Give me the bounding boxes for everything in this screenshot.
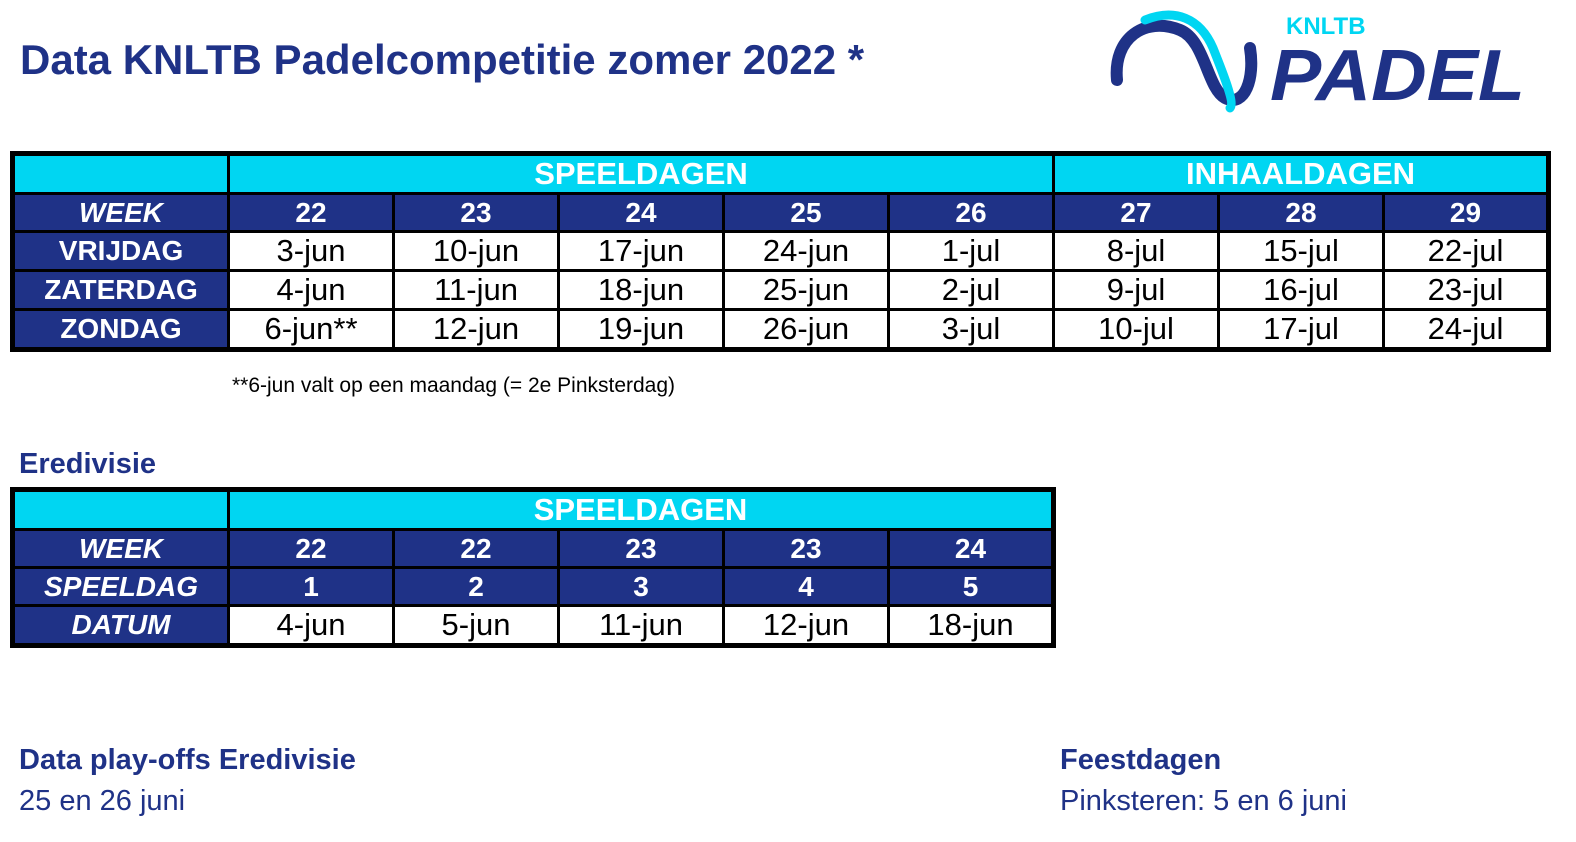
speeldagen-header: SPEELDAGEN	[229, 154, 1054, 194]
week-cell: 22	[394, 530, 559, 568]
date-cell: 15-jul	[1219, 232, 1384, 271]
date-cell: 10-jun	[394, 232, 559, 271]
date-cell: 18-jun	[889, 606, 1054, 646]
date-cell: 24-jul	[1384, 310, 1549, 350]
week-cell: 22	[229, 530, 394, 568]
speeldag-cell: 1	[229, 568, 394, 606]
date-cell: 3-jul	[889, 310, 1054, 350]
week-cell: 22	[229, 194, 394, 232]
date-cell: 17-jun	[559, 232, 724, 271]
speeldag-cell: 2	[394, 568, 559, 606]
date-cell: 4-jun	[229, 606, 394, 646]
corner-cell	[13, 490, 229, 530]
table-row	[13, 232, 1549, 271]
feestdagen-text: Pinksteren: 5 en 6 juni	[1060, 785, 1347, 817]
week-cell: 28	[1219, 194, 1384, 232]
logo-main-text: PADEL	[1270, 36, 1525, 116]
date-cell: 2-jul	[889, 271, 1054, 310]
date-cell: 11-jun	[394, 271, 559, 310]
day-label-zaterdag: ZATERDAG	[13, 271, 229, 310]
day-label-zondag: ZONDAG	[13, 310, 229, 350]
week-row	[13, 530, 1054, 568]
date-cell: 8-jul	[1054, 232, 1219, 271]
table-row	[13, 310, 1549, 350]
speeldag-label: SPEELDAG	[13, 568, 229, 606]
group-header-row	[13, 154, 1549, 194]
date-cell: 18-jun	[559, 271, 724, 310]
speeldag-cell: 4	[724, 568, 889, 606]
date-cell: 11-jun	[559, 606, 724, 646]
date-cell: 5-jun	[394, 606, 559, 646]
week-label: WEEK	[13, 194, 229, 232]
week-cell: 25	[724, 194, 889, 232]
logo-top-text: KNLTB	[1286, 13, 1366, 40]
date-cell: 10-jul	[1054, 310, 1219, 350]
date-cell: 26-jun	[724, 310, 889, 350]
week-cell: 29	[1384, 194, 1549, 232]
date-cell: 4-jun	[229, 271, 394, 310]
date-cell: 12-jun	[724, 606, 889, 646]
speeldagen-header: SPEELDAGEN	[229, 490, 1054, 530]
eredivisie-heading: Eredivisie	[19, 448, 157, 480]
date-cell: 22-jul	[1384, 232, 1549, 271]
week-row	[13, 194, 1549, 232]
playoffs-text: 25 en 26 juni	[19, 785, 186, 817]
speeldag-row	[13, 568, 1054, 606]
datum-label: DATUM	[13, 606, 229, 646]
date-cell: 17-jul	[1219, 310, 1384, 350]
table-row	[13, 271, 1549, 310]
week-cell: 26	[889, 194, 1054, 232]
date-cell: 23-jul	[1384, 271, 1549, 310]
date-cell: 12-jun	[394, 310, 559, 350]
date-cell: 6-jun**	[229, 310, 394, 350]
day-label-vrijdag: VRIJDAG	[13, 232, 229, 271]
page-title: Data KNLTB Padelcompetitie zomer 2022 *	[20, 36, 865, 83]
eredivisie-table	[10, 487, 1056, 648]
speeldag-cell: 5	[889, 568, 1054, 606]
date-cell: 19-jun	[559, 310, 724, 350]
date-cell: 3-jun	[229, 232, 394, 271]
speeldagen-table	[10, 151, 1551, 352]
playoffs-heading: Data play-offs Eredivisie	[19, 744, 356, 776]
datum-row	[13, 606, 1054, 646]
corner-cell	[13, 154, 229, 194]
date-cell: 25-jun	[724, 271, 889, 310]
week-cell: 24	[559, 194, 724, 232]
knltb-padel-logo	[1105, 8, 1535, 118]
date-cell: 24-jun	[724, 232, 889, 271]
date-cell: 1-jul	[889, 232, 1054, 271]
week-cell: 27	[1054, 194, 1219, 232]
date-cell: 9-jul	[1054, 271, 1219, 310]
feestdagen-heading: Feestdagen	[1060, 744, 1222, 776]
speeldag-cell: 3	[559, 568, 724, 606]
footnote: **6-jun valt op een maandag (= 2e Pinksterdag)	[232, 374, 676, 397]
date-cell: 16-jul	[1219, 271, 1384, 310]
inhaaldagen-header: INHAALDAGEN	[1054, 154, 1549, 194]
week-label: WEEK	[13, 530, 229, 568]
week-cell: 24	[889, 530, 1054, 568]
week-cell: 23	[559, 530, 724, 568]
week-cell: 23	[394, 194, 559, 232]
group-header-row	[13, 490, 1054, 530]
week-cell: 23	[724, 530, 889, 568]
